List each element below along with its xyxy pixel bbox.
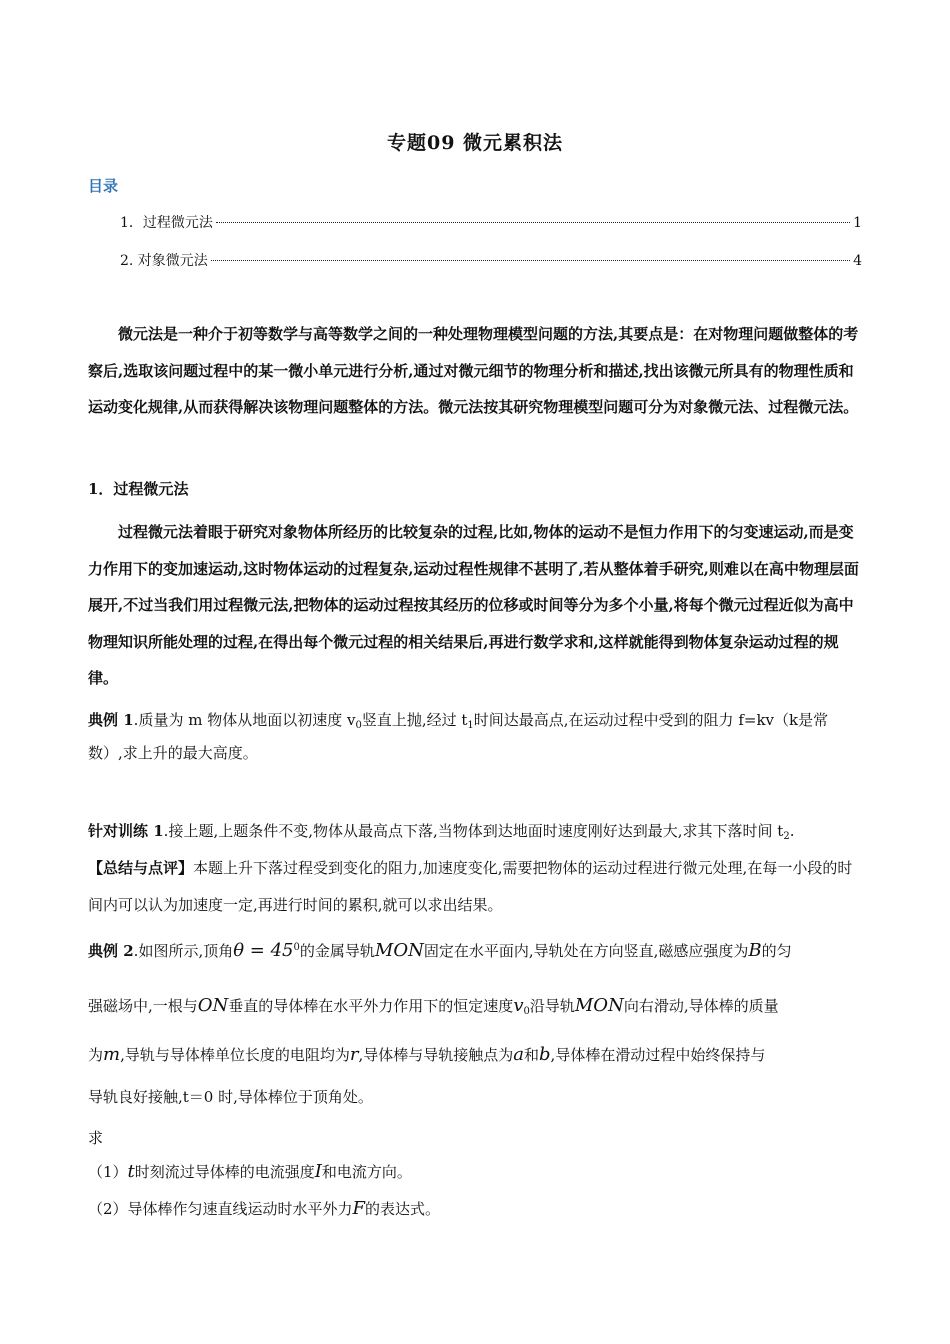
toc-leader	[211, 260, 850, 261]
math-a: a	[513, 1044, 524, 1065]
text: 沿导轨	[529, 997, 575, 1015]
example-1-label: 典例 1	[88, 711, 134, 729]
intro-paragraph: 微元法是一种介于初等数学与高等数学之间的一种处理物理模型问题的方法,其要点是：在对物理问题做整体的考察后,选取该问题过程中的某一微小单元进行分析,通过对微元细节的物理分析和描述,找出该微元所具有的物理性质和运动变化规律,从而获得解决该物理问题整体的方法。微元法按其研究物理模型问题可分为对象微元法、过程微元法。	[88, 325, 859, 416]
training-1-label: 针对训练 1	[88, 822, 164, 840]
text: 为	[88, 1046, 104, 1064]
text: （2）导体棒作匀速直线运动时水平外力	[88, 1200, 353, 1218]
text: 向右滑动,导体棒的质量	[623, 997, 779, 1015]
question-prompt: 求	[88, 1129, 104, 1147]
text: （1）	[88, 1163, 128, 1181]
summary-text: 本题上升下落过程受到变化的阻力,加速度变化,需要把物体的运动过程进行微元处理,在每一小段的时间内可以认为加速度一定,再进行时间的累积,就可以求出结果。	[88, 859, 853, 914]
subscript: 1	[467, 720, 474, 731]
example-2-line-2	[88, 995, 779, 1016]
superscript: 0	[293, 942, 300, 953]
example-2-line-1	[88, 940, 792, 961]
section-1-paragraph: 过程微元法着眼于研究对象物体所经历的比较复杂的过程,比如,物体的运动不是恒力作用下的匀变速运动,而是变力作用下的变加速运动,这时物体运动的过程复杂,运动过程性规律不甚明了,若从整体着手研究,则难以在高中物理层面展开,不过当我们用过程微元法,把物体的运动过程按其经历的位移或时间等分为多个小量,将每个微元过程近似为高中物理知识所能处理的过程,在得出每个微元过程的相关结果后,再进行数学求和,这样就能得到物体复杂运动过程的规律。	[88, 523, 859, 687]
summary-label: 【总结与点评】	[88, 859, 194, 877]
math-mon: MON	[574, 995, 624, 1016]
math-m: m	[103, 1044, 121, 1065]
example-2-line-3	[88, 1044, 765, 1065]
text: 时刻流过导体棒的电流强度	[134, 1163, 315, 1181]
toc-entry-label: 2. 对象微元法	[120, 253, 208, 269]
toc-heading: 目录	[88, 177, 119, 195]
text: 的表达式。	[365, 1200, 441, 1218]
subscript: 0	[355, 720, 362, 731]
text: 固定在水平面内,导轨处在方向竖直,磁感应强度为	[423, 942, 749, 960]
toc-entry-page: 4	[853, 253, 862, 269]
math-f: F	[352, 1198, 366, 1219]
toc-entry-page: 1	[853, 215, 862, 231]
math-t: t	[127, 1161, 135, 1182]
math-theta: θ = 45	[233, 940, 294, 961]
summary-paragraph	[88, 850, 862, 923]
example-2-label: 典例 2	[88, 942, 134, 960]
training-1-text: .	[789, 822, 795, 840]
page-title: 专题09 微元累积法	[386, 132, 564, 154]
text: 和电流方向。	[321, 1163, 412, 1181]
example-2-line-4: 导轨良好接触,t＝0 时,导体棒位于顶角处。	[88, 1088, 373, 1106]
toc-entry-2[interactable]	[120, 250, 862, 270]
text: 强磁场中,一根与	[88, 997, 198, 1015]
example-1-text: 时间达最高点,在运动过程中受到的阻力 f=kv（k是常数）,求上升的最大高度。	[88, 711, 829, 762]
math-mon: MON	[374, 940, 424, 961]
math-i: I	[314, 1161, 322, 1182]
text: 的金属导轨	[299, 942, 375, 960]
toc-leader	[216, 222, 850, 223]
toc-entry-1[interactable]	[120, 212, 862, 232]
math-on: ON	[197, 995, 229, 1016]
text: .如图所示,顶角	[133, 942, 234, 960]
text: 的匀	[761, 942, 792, 960]
math-b: b	[539, 1044, 551, 1065]
text: ,导体棒在滑动过程中始终保持与	[550, 1046, 766, 1064]
math-r: r	[349, 1044, 359, 1065]
section-1-heading: 1．过程微元法	[88, 480, 189, 498]
text: ,导轨与导体棒单位长度的电阻均为	[120, 1046, 350, 1064]
text: 和	[524, 1046, 540, 1064]
subscript: 0	[523, 1006, 530, 1017]
text: ,导体棒与导轨接触点为	[358, 1046, 514, 1064]
subscript: 2	[783, 831, 790, 842]
text: 垂直的导体棒在水平外力作用下的恒定速度	[228, 997, 514, 1015]
toc-entry-label: 1．过程微元法	[120, 215, 213, 231]
example-1	[88, 704, 862, 770]
question-2	[88, 1198, 440, 1219]
training-1	[88, 820, 862, 841]
math-v: v	[513, 995, 524, 1016]
math-b-field: B	[748, 940, 762, 961]
example-1-text: 竖直上抛,经过 t	[361, 711, 468, 729]
question-1	[88, 1161, 412, 1182]
training-1-text: .接上题,上题条件不变,物体从最高点下落,当物体到达地面时速度刚好达到最大,求其下落时间 t	[163, 822, 784, 840]
example-1-text: .质量为 m 物体从地面以初速度 v	[133, 711, 356, 729]
